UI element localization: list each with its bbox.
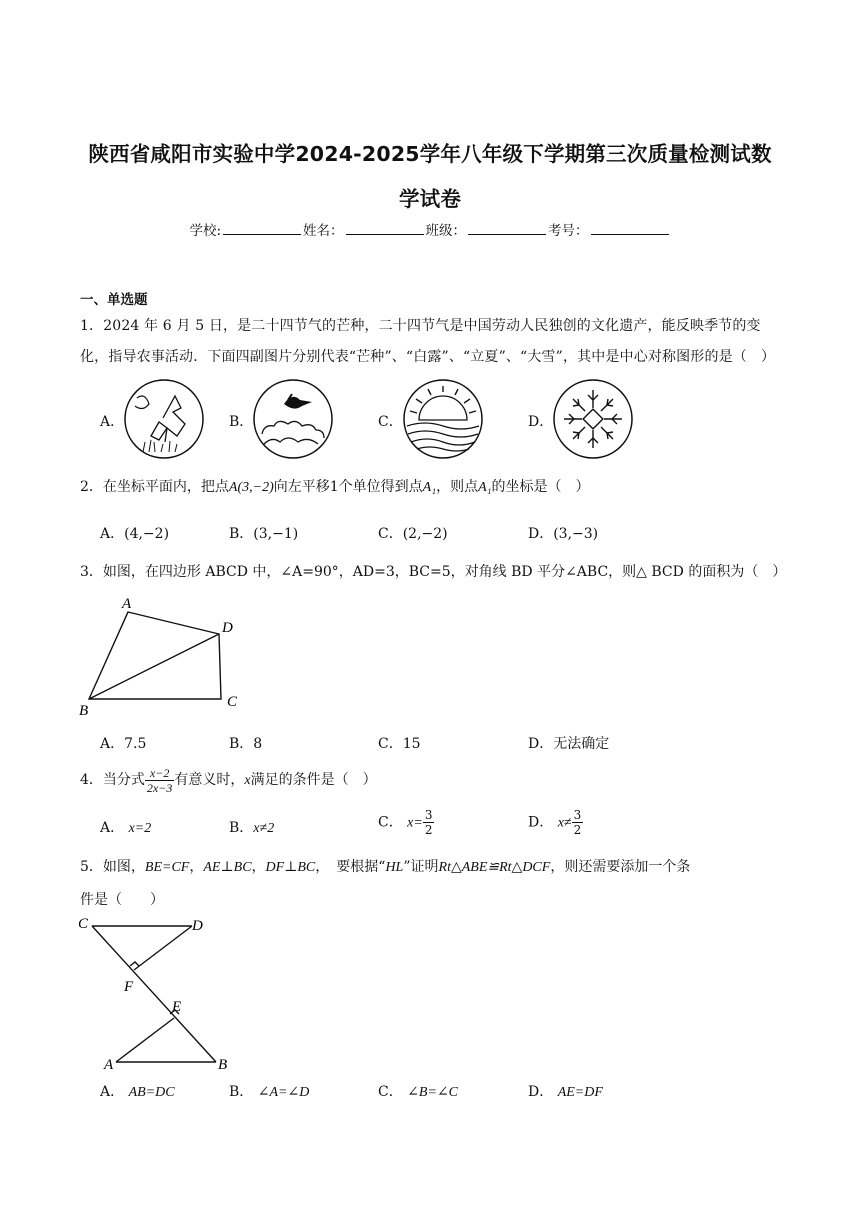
q1-option-a-label[interactable]: A． [100,414,125,430]
q1-option-b-image[interactable] [252,378,334,460]
question-5-line-1: 5．如图，BE=CF，AE⊥BC，DF⊥BC， 要根据“HL”证明Rt△ABE≌Rt△DCF，则还需要添加一个条 [80,859,691,875]
title-line-2: 学试卷 [398,187,462,211]
question-1 [80,311,785,373]
name-blank[interactable] [346,222,424,235]
q5-label-a: A [104,1057,114,1073]
school-label: 学校: [189,223,222,239]
q5-label-f: F [124,979,134,995]
q5-option-c[interactable]: C． ∠B=∠C [378,1084,458,1100]
q1-option-a-image[interactable] [123,378,205,460]
q1-option-b-label[interactable]: B． [229,414,254,430]
question-3: 3．如图，在四边形 ABCD 中，∠A=90°，AD=3，BC=5，对角线 BD 平分∠ABC，则△ BCD 的面积为（ ） [80,564,787,580]
point-a1: A₁ [422,480,437,495]
q4-option-c[interactable]: C． x= $\frac{3}{2}$ [378,808,433,837]
q5-option-b[interactable]: B． ∠A=∠D [229,1084,310,1100]
section-heading: 一、单选题 [80,292,148,308]
question-1-line-1: 1．2024 年 6 月 5 日，是二十四节气的芒种，二十四节气是中国劳动人民独创的文化遗产，能反映季节的变 [80,318,761,334]
q3-quadrilateral-figure [76,594,246,718]
class-label: 班级： [425,223,467,239]
q4-option-a[interactable]: A． x=2 [100,820,152,836]
q1-option-c-label[interactable]: C． [378,414,403,430]
question-1-line-2: 化，指导农事活动．下面四副图片分别代表“芒种”、“白露”、“立夏”、“大雪”，其中是中心对称图形的是（ ） [80,349,776,365]
q3-label-a: A [122,596,132,612]
q2-option-d[interactable]: D．(3,−3) [528,526,599,542]
q3-option-b[interactable]: B．8 [229,736,263,752]
q3-label-c: C [227,694,238,710]
question-5 [80,851,785,916]
q5-label-d: D [192,918,203,934]
q5-label-b: B [218,1057,228,1073]
q5-option-a[interactable]: A． AB=DC [100,1084,175,1100]
q1-option-c-image[interactable] [401,378,485,460]
q2-option-a[interactable]: A．(4,−2) [100,526,170,542]
q3-label-d: D [222,620,233,636]
q3-option-a[interactable]: A．7.5 [100,736,147,752]
class-blank[interactable] [468,222,546,235]
exam-no-blank[interactable] [591,222,669,235]
question-5-line-2: 件是（ ） [80,892,164,908]
point-a: A(3,−2) [228,480,274,495]
q5-label-e: E [172,999,182,1015]
question-2: 2．在坐标平面内，把点A(3,−2)向左平移1个单位得到点A₁，则点A₁的坐标是（ ） [80,479,590,495]
q4-option-d[interactable]: D． x≠ $\frac{3}{2}$ [528,808,582,837]
title-line-1: 陕西省咸阳市实验中学2024-2025学年八年级下学期第三次质量检测试数 [88,142,772,166]
q2-option-b[interactable]: B．(3,−1) [229,526,299,542]
point-a1-ref: A₁ [478,480,492,495]
name-label: 姓名： [303,223,344,239]
q3-option-d[interactable]: D．无法确定 [528,736,610,752]
student-info-row [0,219,860,239]
q2-option-c[interactable]: C．(2,−2) [378,526,448,542]
q3-label-b: B [79,703,89,718]
q5-option-d[interactable]: D． AE=DF [528,1084,603,1100]
q5-label-c: C [78,916,89,932]
question-4: 4．当分式 $\frac{x-2}{2x-3}$ 有意义时，x满足的条件是（ ） [80,765,377,795]
q1-option-d-label[interactable]: D． [528,414,554,430]
q4-option-b[interactable]: B．x≠2 [229,820,275,836]
q5-triangles-figure [74,912,244,1074]
q4-fraction: $\frac{x-2}{2x-3}$ [146,765,173,795]
exam-no-label: 考号： [548,223,589,239]
q1-option-d-image[interactable] [551,378,635,460]
q3-option-c[interactable]: C．15 [378,736,421,752]
school-blank[interactable] [223,222,301,235]
